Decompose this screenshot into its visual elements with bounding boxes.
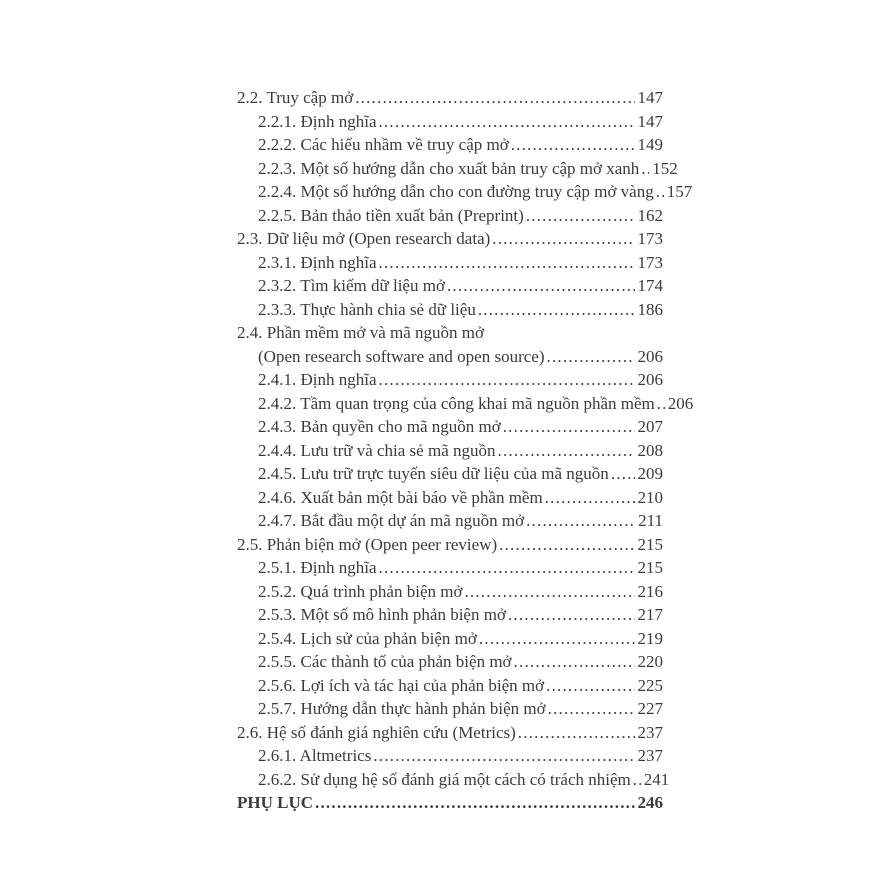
- toc-entry-label: 2.4.6. Xuất bản một bài báo về phần mềm: [258, 487, 543, 507]
- toc-dot-leader: [514, 650, 635, 674]
- toc-entry: [237, 133, 663, 157]
- toc-entry: [237, 321, 663, 345]
- toc-entry: [237, 251, 663, 275]
- toc-dot-leader: [547, 345, 635, 369]
- toc-entry-page: 186: [637, 299, 663, 319]
- toc-entry: [237, 744, 663, 768]
- toc-entry-page: 220: [637, 652, 663, 671]
- toc-entry-page: 215: [637, 534, 663, 554]
- toc-entry: [237, 180, 693, 204]
- toc-entry: [237, 298, 663, 322]
- toc-dot-leader: [315, 791, 634, 815]
- toc-entry-page: 237: [637, 722, 663, 742]
- toc-entry-label: 2.6. Hệ số đánh giá nghiên cứu (Metrics): [237, 722, 516, 742]
- toc-entry-page: 208: [637, 440, 663, 460]
- toc-entry-page: 157: [666, 182, 693, 201]
- toc-entry-label: 2.5.1. Định nghĩa: [258, 558, 377, 577]
- toc-entry: [237, 580, 663, 604]
- toc-entry-label: 2.2.3. Một số hướng dẫn cho xuất bản truy cập mở xanh: [258, 158, 640, 178]
- toc-entry-label: 2.3.2. Tìm kiếm dữ liệu mở: [258, 276, 445, 295]
- toc-entry-page: 217: [637, 605, 663, 624]
- toc-entry-page: 174: [637, 276, 663, 295]
- toc-entry: [237, 509, 663, 533]
- toc-entry: [237, 86, 663, 110]
- toc-entry-label: 2.3.3. Thực hành chia sẻ dữ liệu: [258, 299, 476, 319]
- toc-dot-leader: [633, 768, 641, 792]
- toc-entry-label: 2.2.1. Định nghĩa: [258, 111, 377, 131]
- toc-entry: [237, 110, 663, 134]
- toc-entry-page: 173: [637, 229, 663, 248]
- toc-entry-page: 227: [637, 699, 663, 718]
- toc-dot-leader: [518, 721, 635, 745]
- toc-entry-label: 2.5.7. Hướng dẫn thực hành phản biện mở: [258, 699, 546, 718]
- toc-entry: [237, 227, 663, 251]
- table-of-contents: [237, 86, 694, 815]
- toc-entry-label: 2.6.2. Sử dụng hệ số đánh giá một cách có trách nhiệm: [258, 769, 631, 789]
- toc-dot-leader: [355, 86, 634, 110]
- toc-dot-leader: [511, 133, 635, 157]
- toc-dot-leader: [379, 251, 635, 275]
- toc-dot-leader: [508, 603, 635, 627]
- toc-entry-label: 2.5.2. Quá trình phản biện mở: [258, 581, 463, 601]
- toc-dot-leader: [498, 439, 635, 463]
- toc-entry-label: 2.4.7. Bắt đầu một dự án mã nguồn mở: [258, 511, 525, 530]
- toc-entry-page: 225: [637, 675, 663, 695]
- toc-entry: [237, 650, 663, 674]
- toc-entry: [237, 204, 663, 228]
- toc-dot-leader: [379, 556, 635, 580]
- toc-dot-leader: [526, 204, 635, 228]
- toc-entry-label: 2.2.2. Các hiểu nhầm về truy cập mở: [258, 135, 509, 154]
- toc-entry-page: 149: [637, 135, 663, 154]
- toc-entry-page: 206: [637, 370, 663, 389]
- toc-entry: [237, 674, 663, 698]
- toc-dot-leader: [548, 697, 635, 721]
- toc-entry-label: 2.3.1. Định nghĩa: [258, 252, 377, 272]
- toc-entry-label: 2.5.5. Các thành tố của phản biện mở: [258, 652, 512, 671]
- toc-entry: [237, 392, 694, 416]
- toc-dot-leader: [503, 415, 635, 439]
- toc-entry-label: 2.4.5. Lưu trữ trực tuyến siêu dữ liệu của mã nguồn: [258, 464, 609, 483]
- toc-entry-label: 2.4.4. Lưu trữ và chia sẻ mã nguồn: [258, 440, 496, 460]
- toc-entry-page: 162: [637, 205, 663, 225]
- toc-entry: [237, 274, 663, 298]
- toc-entry: [237, 627, 663, 651]
- toc-entry-page: 237: [637, 746, 663, 765]
- toc-dot-leader: [545, 486, 635, 510]
- toc-dot-leader: [478, 298, 635, 322]
- toc-dot-leader: [447, 274, 635, 298]
- toc-entry-page: 209: [637, 464, 663, 483]
- toc-dot-leader: [499, 533, 634, 557]
- toc-dot-leader: [546, 674, 634, 698]
- toc-entry: [237, 439, 663, 463]
- toc-dot-leader: [641, 157, 649, 181]
- toc-entry: [237, 603, 663, 627]
- toc-entry-page: 210: [637, 487, 663, 507]
- toc-entry-label: 2.6.1. Altmetrics: [258, 746, 372, 765]
- toc-entry-page: 206: [667, 393, 694, 413]
- toc-entry: [237, 345, 663, 369]
- toc-dot-leader: [379, 368, 635, 392]
- toc-entry-label: 2.4. Phần mềm mở và mã nguồn mở: [237, 323, 484, 342]
- toc-entry-page: 246: [637, 793, 663, 812]
- toc-dot-leader: [526, 509, 635, 533]
- toc-entry: [237, 486, 663, 510]
- toc-entry-page: 211: [638, 511, 663, 530]
- toc-entry-label: PHỤ LỤC: [237, 793, 314, 812]
- toc-entry-page: 241: [643, 769, 670, 789]
- toc-entry-page: 206: [637, 346, 663, 366]
- toc-entry: [237, 697, 663, 721]
- toc-entry-page: 207: [637, 417, 663, 436]
- toc-entry-label: 2.2.5. Bản thảo tiền xuất bản (Preprint): [258, 205, 524, 225]
- toc-entry-page: 173: [637, 252, 663, 272]
- toc-entry: [237, 157, 678, 181]
- toc-entry-page: 215: [637, 558, 663, 577]
- toc-dot-leader: [479, 627, 635, 651]
- toc-entry-label: 2.2. Truy cập mở: [237, 88, 354, 107]
- toc-dot-leader: [657, 392, 665, 416]
- toc-dot-leader: [492, 227, 634, 251]
- toc-entry: [237, 768, 670, 792]
- toc-dot-leader: [379, 110, 635, 134]
- toc-entry-label: 2.2.4. Một số hướng dẫn cho con đường truy cập mở vàng: [258, 182, 654, 201]
- toc-entry: [237, 721, 663, 745]
- toc-entry: [237, 415, 663, 439]
- toc-entry: [237, 462, 663, 486]
- toc-entry-page: 219: [637, 628, 663, 648]
- toc-entry-label: 2.5. Phản biện mở (Open peer review): [237, 534, 498, 554]
- toc-entry-page: 152: [652, 158, 678, 178]
- toc-entry: [237, 368, 663, 392]
- toc-entry: [237, 556, 663, 580]
- toc-entry-label: 2.5.4. Lịch sử của phản biện mở: [258, 628, 477, 648]
- toc-entry-label: 2.3. Dữ liệu mở (Open research data): [237, 229, 491, 248]
- toc-entry-page: 147: [637, 88, 663, 107]
- toc-entry: [237, 791, 663, 815]
- toc-entry-label: 2.4.2. Tầm quan trọng của công khai mã nguồn phần mềm: [258, 393, 655, 413]
- toc-entry-page: 216: [637, 581, 663, 601]
- toc-entry-label: 2.4.1. Định nghĩa: [258, 370, 377, 389]
- toc-entry-label: (Open research software and open source): [258, 346, 545, 366]
- toc-entry-label: 2.5.3. Một số mô hình phản biện mở: [258, 605, 506, 624]
- toc-entry-label: 2.5.6. Lợi ích và tác hại của phản biện mở: [258, 675, 545, 695]
- toc-dot-leader: [611, 462, 635, 486]
- toc-dot-leader: [373, 744, 634, 768]
- toc-entry: [237, 533, 663, 557]
- toc-entry-page: 147: [637, 111, 663, 131]
- toc-dot-leader: [656, 180, 664, 204]
- toc-dot-leader: [464, 580, 634, 604]
- toc-entry-label: 2.4.3. Bản quyền cho mã nguồn mở: [258, 417, 501, 436]
